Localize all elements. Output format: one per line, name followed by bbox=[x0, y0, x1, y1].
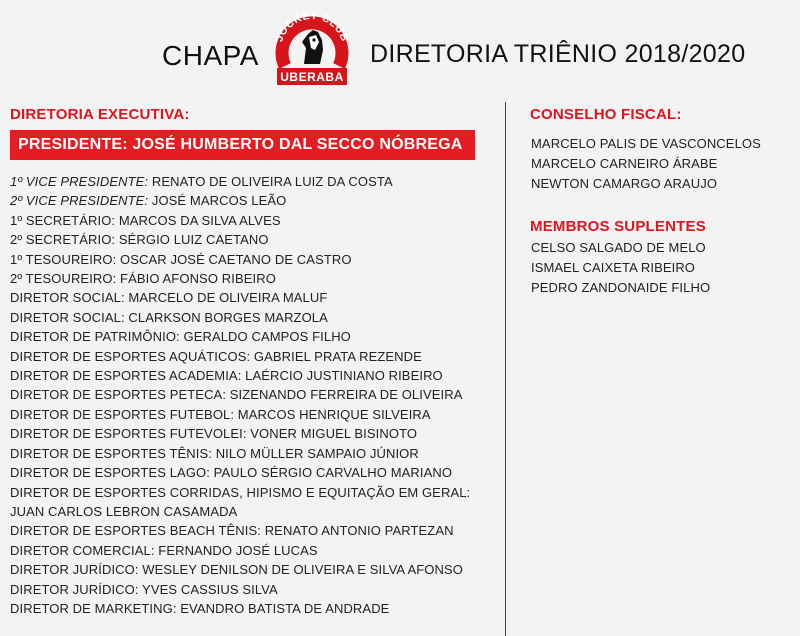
member-item bbox=[10, 250, 480, 269]
member-name: RENATO ANTONIO PARTEZAN bbox=[260, 523, 454, 539]
member-role: DIRETOR SOCIAL: bbox=[10, 290, 125, 306]
member-item bbox=[10, 288, 480, 307]
member-role: 1º TESOUREIRO: bbox=[10, 251, 117, 267]
member-item bbox=[10, 444, 480, 463]
member-item bbox=[10, 385, 480, 404]
member-item bbox=[10, 560, 480, 579]
member-name: SÉRGIO LUIZ CAETANO bbox=[115, 232, 269, 248]
fiscal-list bbox=[531, 134, 761, 194]
member-role: DIRETOR DE ESPORTES BEACH TÊNIS: bbox=[10, 523, 261, 539]
member-item bbox=[10, 191, 480, 210]
member-name: YVES CASSIUS SILVA bbox=[138, 581, 278, 597]
member-item bbox=[10, 211, 480, 230]
member-item bbox=[10, 483, 480, 522]
president-bar: PRESIDENTE: JOSÉ HUMBERTO DAL SECCO NÓBREGA bbox=[10, 130, 475, 160]
suplentes-member: CELSO SALGADO DE MELO bbox=[531, 240, 706, 255]
member-name: RENATO DE OLIVEIRA LUIZ DA COSTA bbox=[148, 174, 393, 189]
member-item bbox=[10, 308, 480, 327]
executiva-list bbox=[10, 172, 480, 618]
executiva-title: DIRETORIA EXECUTIVA: bbox=[10, 106, 190, 123]
suplentes-member: ISMAEL CAIXETA RIBEIRO bbox=[531, 260, 696, 275]
member-name: NILO MÜLLER SAMPAIO JÚNIOR bbox=[211, 445, 419, 461]
member-role: DIRETOR DE ESPORTES FUTEBOL: bbox=[10, 406, 235, 422]
member-item bbox=[10, 463, 480, 482]
header-chapa: CHAPA bbox=[162, 40, 259, 71]
member-name: EVANDRO BATISTA DE ANDRADE bbox=[176, 600, 390, 616]
member-item bbox=[10, 424, 480, 443]
jockey-club-logo bbox=[271, 4, 353, 88]
suplentes-list bbox=[531, 238, 710, 298]
member-role: 2º SECRETÁRIO: bbox=[10, 232, 116, 248]
member-name: LAÉRCIO JUSTINIANO RIBEIRO bbox=[241, 368, 443, 384]
member-role: DIRETOR DE MARKETING: bbox=[10, 600, 177, 616]
member-name: SIZENANDO FERREIRA DE OLIVEIRA bbox=[226, 387, 463, 403]
member-name: OSCAR JOSÉ CAETANO DE CASTRO bbox=[116, 251, 352, 267]
member-name: FÁBIO AFONSO RIBEIRO bbox=[116, 271, 276, 287]
logo-bottom-text: UBERABA bbox=[280, 70, 344, 84]
member-role: DIRETOR DE ESPORTES AQUÁTICOS: bbox=[10, 348, 251, 364]
member-item bbox=[10, 269, 480, 288]
member-role: DIRETOR JURÍDICO: bbox=[10, 562, 139, 578]
member-name: WESLEY DENILSON DE OLIVEIRA E SILVA AFONSO bbox=[138, 562, 463, 578]
member-name: PAULO SÉRGIO CARVALHO MARIANO bbox=[209, 465, 453, 481]
member-role: DIRETOR DE ESPORTES ACADEMIA: bbox=[10, 368, 242, 384]
member-role: 1º VICE PRESIDENTE: bbox=[10, 174, 149, 189]
member-item bbox=[10, 327, 480, 346]
member-role: DIRETOR DE ESPORTES PETECA: bbox=[10, 387, 227, 403]
member-role: 1º SECRETÁRIO: bbox=[10, 212, 116, 228]
member-role: 2º TESOUREIRO: bbox=[10, 271, 117, 287]
fiscal-title: CONSELHO FISCAL: bbox=[530, 106, 682, 123]
horse-head-icon bbox=[302, 30, 323, 64]
member-role: DIRETOR DE ESPORTES TÊNIS: bbox=[10, 445, 212, 461]
member-name: GERALDO CAMPOS FILHO bbox=[179, 329, 351, 345]
member-name: CLARKSON BORGES MARZOLA bbox=[124, 309, 328, 325]
member-role: DIRETOR DE PATRIMÔNIO: bbox=[10, 329, 180, 345]
member-item bbox=[10, 599, 480, 618]
member-role: DIRETOR DE ESPORTES FUTEVOLEI: bbox=[10, 426, 247, 442]
member-name: MARCELO DE OLIVEIRA MALUF bbox=[124, 290, 328, 306]
member-name: JOSÉ MARCOS LEÃO bbox=[148, 193, 287, 209]
suplentes-member: PEDRO ZANDONAIDE FILHO bbox=[531, 280, 711, 295]
member-role: 2º VICE PRESIDENTE: bbox=[10, 193, 149, 209]
member-item bbox=[10, 405, 480, 424]
member-item bbox=[10, 521, 480, 540]
member-item bbox=[10, 580, 480, 599]
fiscal-member: NEWTON CAMARGO ARAUJO bbox=[531, 176, 718, 191]
member-item bbox=[10, 347, 480, 366]
member-name: FERNANDO JOSÉ LUCAS bbox=[154, 542, 318, 558]
member-role: DIRETOR DE ESPORTES LAGO: bbox=[10, 465, 210, 481]
member-role: DIRETOR JURÍDICO: bbox=[10, 581, 139, 597]
column-divider bbox=[505, 102, 506, 636]
member-name: VONER MIGUEL BISINOTO bbox=[246, 426, 418, 442]
fiscal-member: MARCELO PALIS DE VASCONCELOS bbox=[531, 136, 761, 151]
logo-top-text: JOCKEY CLUB bbox=[273, 9, 351, 44]
member-item bbox=[10, 541, 480, 560]
suplentes-title: MEMBROS SUPLENTES bbox=[530, 218, 706, 235]
member-name: MARCOS HENRIQUE SILVEIRA bbox=[234, 406, 431, 422]
page-title: DIRETORIA TRIÊNIO 2018/2020 bbox=[370, 40, 746, 68]
member-name: JUAN CARLOS LEBRON CASAMADA bbox=[10, 503, 238, 519]
member-item bbox=[10, 230, 480, 249]
member-role: DIRETOR SOCIAL: bbox=[10, 309, 125, 325]
member-role: DIRETOR DE ESPORTES CORRIDAS, HIPISMO E EQUITAÇÃO EM GERAL: bbox=[10, 484, 471, 500]
member-role: DIRETOR COMERCIAL: bbox=[10, 542, 155, 558]
fiscal-member: MARCELO CARNEIRO ÁRABE bbox=[531, 156, 718, 171]
member-item bbox=[10, 172, 480, 191]
member-name: GABRIEL PRATA REZENDE bbox=[250, 348, 422, 364]
member-name: MARCOS DA SILVA ALVES bbox=[115, 212, 281, 228]
member-item bbox=[10, 366, 480, 385]
